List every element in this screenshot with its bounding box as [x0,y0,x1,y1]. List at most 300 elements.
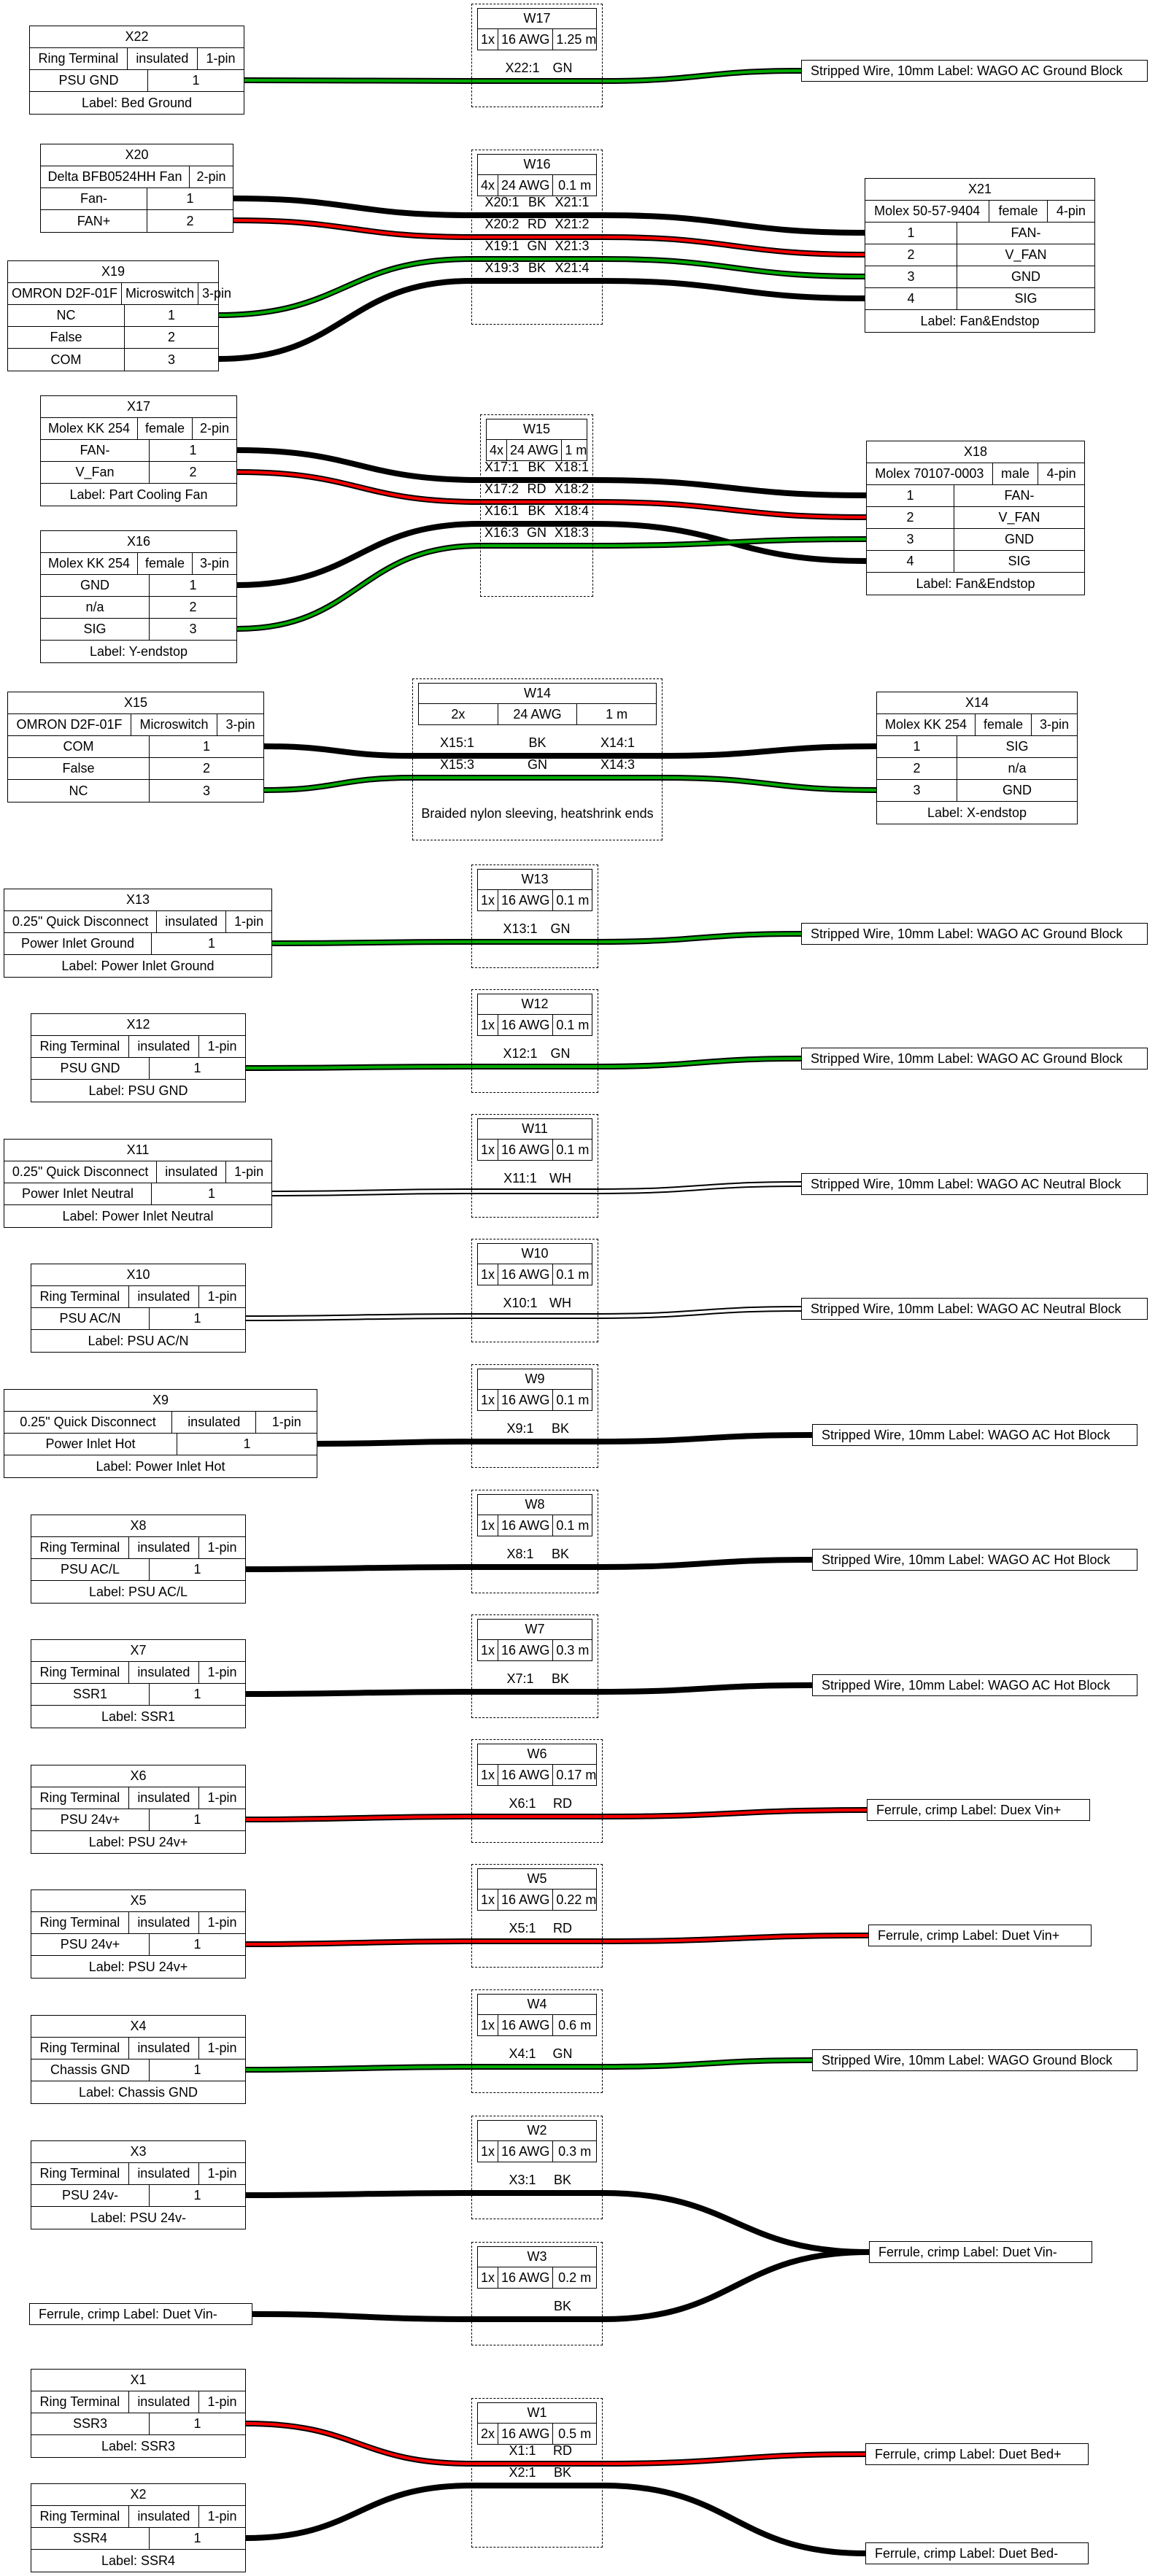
cable-wirecount: 1x [478,1264,498,1285]
wire-from: X15:1 [439,735,475,750]
pin-label: PSU GND [31,1058,150,1079]
pin-label: SIG [1014,291,1038,306]
connector-subtype: insulated [129,1662,199,1683]
connector-pin-row [41,440,236,462]
cable-w4[interactable] [471,1989,603,2093]
cable-wire-label [471,2465,603,2480]
connector-subtype: insulated [128,48,198,69]
cable-header [486,419,587,461]
connector-type-row [31,2038,245,2059]
cable-length: 0.22 m [556,1892,597,1907]
cable-w10[interactable] [471,1239,598,1342]
end-terminal[interactable]: Stripped Wire, 10mm Label: WAGO AC Ground Block [801,60,1148,82]
connector-x15[interactable] [7,692,264,802]
pin-number: 1 [193,2416,201,2431]
cable-w16[interactable] [471,150,603,325]
connector-label-row [31,1581,245,1603]
connector-pin-row [31,1934,245,1956]
connector-label-row [867,573,1084,595]
connector-x12[interactable] [31,1013,246,1102]
end-terminal[interactable]: Stripped Wire, 10mm Label: WAGO AC Neutral Block [801,1298,1148,1320]
connector-name-row [867,441,1084,463]
pin-label: V_Fan [41,462,150,483]
connector-type: Molex KK 254 [877,714,976,735]
pin-number: 2 [186,213,194,228]
cable-length: 0.1 m [556,892,590,908]
wire-color: BK [551,1421,569,1436]
connector-name: X8 [130,1518,147,1533]
cable-wire-label [471,61,603,76]
connector-pin-row [867,507,1084,529]
connector-name: X17 [126,399,151,414]
pin-number: 3 [189,622,197,636]
wire-color: RD [553,1921,572,1935]
cable-w17[interactable] [471,4,603,107]
cable-wirecount: 1x [478,2015,498,2035]
cable-w13[interactable] [471,865,598,968]
wire-from: X19:3 [484,260,519,275]
connector-name-row [31,1890,245,1912]
end-terminal[interactable]: Ferrule, crimp Label: Duex Vin+ [867,1799,1090,1821]
connector-x1[interactable] [31,2369,246,2458]
connector-label-row [4,1455,317,1477]
end-terminal[interactable]: Stripped Wire, 10mm Label: WAGO AC Ground Block [801,1048,1148,1070]
pin-label: COM [8,736,150,757]
pin-number: 1 [193,2062,201,2077]
end-terminal[interactable]: Stripped Wire, 10mm Label: WAGO AC Hot Block [812,1549,1137,1571]
connector-name-row [31,2016,245,2038]
connector-label: Label: Chassis GND [78,2084,198,2100]
cable-wire-label [471,1421,598,1436]
cable-w15[interactable] [480,414,593,597]
cable-wire-label [471,195,603,210]
pin-label: PSU 24v+ [31,1934,150,1955]
connector-name-row [31,2141,245,2163]
end-terminal[interactable]: Stripped Wire, 10mm Label: WAGO AC Hot Block [812,1674,1137,1696]
cable-length: 1 m [606,706,628,722]
connector-type-row [4,911,271,933]
cable-spec-row [478,1390,592,1410]
wire-from: X22:1 [505,61,540,75]
connector-label-row [31,1080,245,1102]
wire-color: RD [553,2443,572,2458]
connector-name: X11 [126,1142,150,1157]
connector-pin-row [31,1684,245,1706]
cable-length: 0.1 m [556,1392,590,1407]
cable-wire-label [471,2173,603,2188]
connector-type: 0.25" Quick Disconnect [4,911,157,932]
wire-from: X16:1 [484,503,519,518]
connector-label: Label: PSU AC/N [88,1333,189,1348]
cable-name-row [487,419,587,440]
connector-name-row [31,1640,245,1662]
cable-name: W8 [525,1497,545,1512]
pin-number: 1 [207,936,215,951]
cable-header [477,1868,597,1911]
cable-wirecount: 4x [478,175,498,196]
connector-type-row [8,283,232,305]
connector-type-row [31,1787,245,1809]
end-terminal[interactable]: Ferrule, crimp Label: Duet Vin+ [868,1925,1092,1946]
connector-x4[interactable] [31,2015,246,2104]
cable-w6[interactable] [471,1739,603,1843]
end-terminal[interactable]: Ferrule, crimp Label: Duet Bed+ [865,2443,1089,2465]
cable-wirecount: 1x [478,1765,498,1785]
connector-name-row [41,144,233,166]
connector-x10[interactable] [31,1264,246,1353]
cable-name-row [478,1119,592,1140]
wire-color: GN [550,1046,571,1061]
connector-type-row [31,2506,245,2528]
connector-name-row [41,531,236,553]
connector-label-row [31,2081,245,2103]
connector-subtype: female [138,553,193,574]
end-terminal[interactable]: Stripped Wire, 10mm Label: WAGO Ground Block [812,2049,1137,2071]
pin-number: 1 [243,1436,251,1451]
wire-from: X7:1 [506,1671,534,1686]
cable-wirecount: 1x [478,1890,498,1910]
connector-pincount: 3-pin [202,286,232,301]
pin-number: 1 [865,223,957,244]
connector-label-row [31,2207,245,2229]
cable-spec-row [478,1140,592,1160]
connector-label: Label: PSU 24v- [90,2210,187,2225]
wire-color: BK [551,1671,569,1686]
pin-label: GND [1011,269,1040,284]
connector-label: Label: Power Inlet Neutral [62,1208,214,1223]
cable-wirecount: 2x [478,2424,498,2444]
connector-type: Molex 70107-0003 [867,463,993,484]
cable-w7[interactable] [471,1614,598,1718]
connector-pin-row [41,575,236,597]
connector-type-row [31,1036,245,1058]
connector-label-row [877,802,1077,824]
connector-name-row [877,692,1077,714]
pin-label: False [8,327,125,348]
wire-from [497,2299,548,2314]
connector-x17[interactable] [40,395,237,506]
cable-wire-label [471,260,603,276]
connector-name: X21 [967,182,992,196]
connector-type-row [31,2391,245,2413]
cable-wire-label [471,1171,598,1186]
connector-type-row [865,201,1094,223]
connector-type: Ring Terminal [30,48,128,69]
pin-number: 2 [167,330,175,344]
pin-number: 1 [189,443,197,457]
connector-subtype: insulated [129,1286,199,1307]
connector-x7[interactable] [31,1639,246,1728]
connector-x8[interactable] [31,1515,246,1604]
cable-name-row [478,1369,592,1390]
cable-header [477,2402,597,2445]
pin-label: Fan- [41,188,147,209]
connector-type: Ring Terminal [31,1912,129,1933]
pin-number: 1 [193,2188,201,2202]
wire-color: BK [528,460,546,474]
cable-header [477,1744,597,1786]
cable-header [477,1243,592,1285]
pin-number: 4 [865,288,957,309]
connector-pin-row [31,2059,245,2081]
connector-subtype: insulated [129,2391,199,2413]
cable-header [477,994,592,1036]
pin-number: 1 [167,308,175,322]
connector-type: Ring Terminal [31,2038,129,2059]
pin-number: 1 [193,1937,201,1952]
connector-pincount: 3-pin [199,556,229,570]
connector-name: X13 [125,892,150,907]
cable-gauge: 16 AWG [498,1390,553,1410]
wire-to: X18:2 [554,481,590,496]
connector-type-row [867,463,1084,485]
connector-pin-row [8,758,263,780]
cable-spec-row [478,175,596,196]
cable-name: W11 [522,1121,548,1136]
cable-wire-label [480,481,593,497]
connector-type-row [31,1286,245,1308]
connector-pincount: 4-pin [1056,204,1086,218]
connector-x5[interactable] [31,1890,246,1979]
cable-header [477,869,592,911]
connector-label-row [4,955,271,977]
connector-x19[interactable] [7,260,232,371]
connector-subtype: insulated [129,1036,199,1057]
cable-w2[interactable] [471,2116,603,2219]
cable-w11[interactable] [471,1114,598,1218]
pin-number: 4 [867,551,954,572]
cable-w8[interactable] [471,1490,598,1593]
connector-name-row [31,1765,245,1787]
connector-type-row [41,418,236,440]
connector-pin-row [41,462,236,484]
connector-x2[interactable] [31,2483,246,2572]
pin-label: SIG [41,619,150,640]
connector-label: Label: Power Inlet Hot [96,1458,225,1474]
cable-name-row [478,2247,596,2267]
connector-pin-row [865,223,1094,244]
pin-number: 1 [189,578,197,592]
cable-spec-row [478,1890,596,1910]
connector-pin-row [31,2528,245,2550]
cable-gauge: 16 AWG [498,1015,553,1035]
connector-x9[interactable] [4,1389,317,1478]
wire-to: X14:3 [600,757,636,772]
end-terminal[interactable]: Ferrule, crimp Label: Duet Vin- [29,2303,252,2325]
connector-label: Label: Part Cooling Fan [69,487,208,502]
wire-color: GN [552,61,573,75]
pin-label: Chassis GND [31,2059,150,2081]
connector-label-row [30,92,244,114]
cable-gauge: 24 AWG [498,704,578,724]
cable-wire-label [471,2443,603,2459]
connector-pin-row [4,1434,317,1455]
cable-w9[interactable] [471,1364,598,1468]
connector-name: X6 [130,1768,147,1783]
cable-header [477,1994,597,2036]
connector-pincount: 1-pin [207,1289,237,1304]
wire-to: X18:4 [554,503,590,518]
connector-subtype: insulated [129,2163,199,2184]
pin-label: NC [8,780,150,802]
connector-x3[interactable] [31,2140,246,2229]
cable-length: 1.25 m [556,31,597,47]
wire-from: X5:1 [509,1921,536,1935]
pin-number: 2 [867,507,954,528]
connector-pin-row [41,188,233,210]
connector-label-row [31,2435,245,2457]
cable-w12[interactable] [471,989,598,1093]
cable-length: 0.1 m [556,1017,590,1032]
connector-label-row [31,1330,245,1352]
connector-x14[interactable] [876,692,1078,824]
cable-wirecount: 1x [478,890,498,910]
cable-w1[interactable] [471,2398,603,2548]
connector-type: Ring Terminal [31,1537,129,1558]
wire-color: BK [553,2299,571,2313]
connector-name: X16 [126,534,151,549]
pin-number: 1 [193,1687,201,1701]
pin-label: Power Inlet Hot [4,1434,177,1455]
connector-pincount: 1-pin [207,2509,237,2523]
connector-pincount: 1-pin [207,2041,237,2055]
connector-name: X2 [130,2487,147,2502]
pin-number: 1 [193,1562,201,1577]
cable-name: W1 [527,2405,547,2420]
end-terminal[interactable]: Stripped Wire, 10mm Label: WAGO AC Ground Block [801,923,1148,945]
connector-pin-row [31,1058,245,1080]
connector-pin-row [31,2413,245,2435]
pin-label: FAN- [41,440,150,461]
pin-number: 1 [867,485,954,506]
cable-name: W7 [525,1622,545,1636]
pin-label: GND [41,575,150,596]
cable-header [477,1118,592,1161]
connector-x11[interactable] [4,1139,272,1228]
connector-name-row [865,179,1094,201]
cable-length: 1 m [565,442,587,457]
connector-pincount: 3-pin [1039,717,1069,732]
connector-type-row [4,1161,271,1183]
connector-x21[interactable] [865,178,1095,333]
wire-from: X8:1 [506,1547,534,1561]
cable-wirecount: 1x [478,29,498,50]
cable-gauge: 24 AWG [507,440,562,460]
cable-wirecount: 1x [478,1140,498,1160]
connector-type-row [31,1912,245,1934]
pin-label: Power Inlet Neutral [4,1183,152,1204]
pin-number: 3 [202,783,210,798]
pin-number: 2 [877,758,957,779]
connector-pin-row [865,266,1094,288]
connector-name: X4 [130,2019,147,2033]
cable-gauge: 16 AWG [498,2424,553,2444]
pin-label: NC [8,305,125,326]
connector-pin-row [31,1308,245,1330]
end-terminal[interactable]: Ferrule, crimp Label: Duet Vin- [869,2241,1092,2263]
wire-color: GN [550,921,571,936]
cable-wire-label [471,1296,598,1311]
cable-name: W9 [525,1372,545,1386]
pin-number: 1 [877,736,957,757]
wire-from: X19:1 [484,239,519,253]
connector-x18[interactable] [866,441,1085,595]
cable-length: 0.3 m [558,2143,592,2159]
cable-name: W13 [521,872,549,886]
cable-wire-label [471,921,598,937]
cable-name-row [478,1869,596,1890]
cable-name-row [478,2403,596,2424]
pin-label: False [8,758,150,779]
wire-color: BK [553,2465,571,2480]
wire-from: X12:1 [503,1046,538,1061]
connector-type: Ring Terminal [31,1662,129,1683]
connector-pin-row [865,244,1094,266]
pin-label: Power Inlet Ground [4,933,152,954]
pin-number: 3 [867,529,954,550]
connector-subtype: insulated [129,2038,199,2059]
wire-from: X17:2 [484,481,519,496]
connector-subtype: Microswitch [131,714,217,735]
connector-pin-row [31,2185,245,2207]
connector-label-row [4,1205,271,1227]
cable-w14[interactable] [412,678,663,840]
connector-label-row [41,484,236,506]
end-terminal[interactable]: Stripped Wire, 10mm Label: WAGO AC Hot Block [812,1424,1137,1446]
end-terminal[interactable]: Ferrule, crimp Label: Duet Bed- [865,2542,1089,2564]
wire-from: X20:1 [484,195,519,209]
wire-to: X21:4 [555,260,590,275]
cable-header [477,1619,592,1661]
connector-x6[interactable] [31,1765,246,1854]
cable-header [477,2246,597,2289]
pin-number: 3 [167,352,175,367]
connector-x22[interactable] [29,26,244,115]
cable-name-row [478,1620,592,1640]
connector-name: X12 [126,1017,150,1032]
connector-name: X3 [130,2144,147,2159]
connector-subtype: Microswitch [122,283,198,304]
connector-x16[interactable] [40,530,237,663]
connector-name: X14 [965,695,989,710]
connector-subtype: female [989,201,1047,222]
connector-x13[interactable] [4,889,272,978]
cable-wire-label [471,1796,603,1811]
pin-number: 1 [193,2531,201,2545]
pin-label: SSR4 [31,2528,150,2549]
cable-gauge: 16 AWG [498,1140,553,1160]
connector-pin-row [31,1559,245,1581]
end-terminal[interactable]: Stripped Wire, 10mm Label: WAGO AC Neutral Block [801,1173,1148,1195]
pin-number: 3 [865,266,957,287]
connector-label-row [865,310,1094,332]
cable-spec-row [478,1515,592,1536]
connector-pincount: 1-pin [207,1915,237,1930]
cable-header [477,2120,597,2162]
cable-w3[interactable] [471,2242,603,2345]
connector-x20[interactable] [40,144,233,233]
connector-pincount: 3-pin [225,717,255,732]
connector-name-row [4,1390,317,1412]
wire-color: RD [528,217,546,231]
connector-name-row [4,889,271,911]
cable-wirecount: 1x [478,1390,498,1410]
connector-name: X22 [125,29,149,44]
cable-w5[interactable] [471,1864,603,1968]
connector-name-row [31,1515,245,1537]
connector-pincount: 1-pin [234,1164,264,1179]
connector-subtype: female [138,418,193,439]
